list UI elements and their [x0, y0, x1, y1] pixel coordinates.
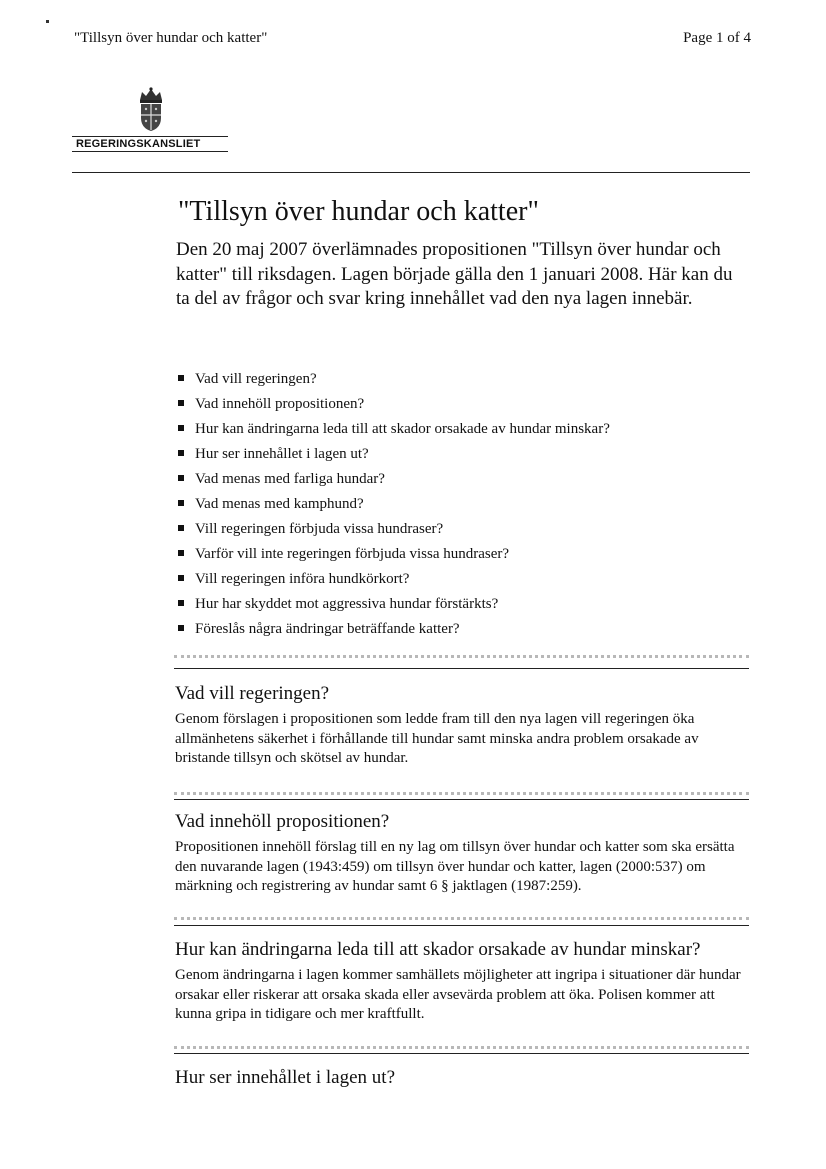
section-body: Genom ändringarna i lagen kommer samhällets möjligheter att ingripa i situationer där hundar orsakar eller riskerar att orsaka skada eller avsevärda problem att öka. Polisen kommer att kunna gripa in tidigare och mer kraftfullt.	[175, 967, 741, 1022]
bullet-square-icon	[178, 375, 184, 381]
swedish-crown-crest-icon	[136, 86, 166, 132]
header-divider	[72, 172, 750, 173]
print-header-page-number: Page 1 of 4	[683, 30, 751, 46]
question-link[interactable]: Vad menas med farliga hundar?	[174, 467, 610, 492]
section-divider	[174, 1053, 749, 1054]
question-link[interactable]: Hur ser innehållet i lagen ut?	[174, 442, 610, 467]
logo-brand-text: REGERINGSKANSLIET	[72, 136, 228, 152]
bullet-square-icon	[178, 575, 184, 581]
bullet-square-icon	[178, 475, 184, 481]
bullet-square-icon	[178, 500, 184, 506]
print-header-title: "Tillsyn över hundar och katter"	[74, 30, 268, 46]
regeringskansliet-logo[interactable]	[72, 86, 232, 156]
question-link[interactable]: Vad menas med kamphund?	[174, 492, 610, 517]
question-link[interactable]: Hur kan ändringarna leda till att skador orsakade av hundar minskar?	[174, 417, 610, 442]
bullet-square-icon	[178, 600, 184, 606]
bullet-square-icon	[178, 400, 184, 406]
page-title: "Tillsyn över hundar och katter"	[178, 196, 539, 227]
question-link[interactable]: Hur har skyddet mot aggressiva hundar förstärkts?	[174, 592, 610, 617]
section-divider	[174, 668, 749, 669]
section-heading: Hur ser innehållet i lagen ut?	[175, 1067, 396, 1088]
section-body: Propositionen innehöll förslag till en ny lag om tillsyn över hundar och katter som ska ersätta den nuvarande lagen (1943:459) om tillsyn över hundar och katter, lagen (2000:537) om märkning och registrering av hundar samt 6 § jaktlagen (1987:259).	[175, 839, 735, 894]
section-divider	[174, 925, 749, 926]
section-heading: Vad vill regeringen?	[175, 683, 330, 704]
question-link[interactable]: Föreslås några ändringar beträffande katter?	[174, 617, 610, 642]
bullet-square-icon	[178, 450, 184, 456]
section-heading: Hur kan ändringarna leda till att skador orsakade av hundar minskar?	[175, 939, 701, 960]
question-link[interactable]: Vill regeringen förbjuda vissa hundraser?	[174, 517, 610, 542]
section-divider	[174, 799, 749, 800]
scan-speck	[46, 20, 49, 23]
question-link[interactable]: Vad innehöll propositionen?	[174, 392, 610, 417]
question-list	[174, 367, 610, 642]
section-body: Genom förslagen i propositionen som ledde fram till den nya lagen vill regeringen öka allmänhetens säkerhet i förhållande till hundar samt minska andra problem orsakade av bristande tillsyn och skötsel av hundar.	[175, 711, 699, 766]
section-divider-faint	[174, 655, 749, 658]
section-divider-faint	[174, 917, 749, 920]
question-link[interactable]: Vad vill regeringen?	[174, 367, 610, 392]
bullet-square-icon	[178, 550, 184, 556]
section-heading: Vad innehöll propositionen?	[175, 811, 390, 832]
section-divider-faint	[174, 792, 749, 795]
intro-paragraph: Den 20 maj 2007 överlämnades propositionen "Tillsyn över hundar och katter" till riksdagen. Lagen började gälla den 1 januari 2008. Här kan du ta del av frågor och svar kring innehållet vad den nya lagen innebär.	[176, 239, 733, 309]
bullet-square-icon	[178, 625, 184, 631]
question-link[interactable]: Vill regeringen införa hundkörkort?	[174, 567, 610, 592]
section-divider-faint	[174, 1046, 749, 1049]
bullet-square-icon	[178, 525, 184, 531]
bullet-square-icon	[178, 425, 184, 431]
question-link[interactable]: Varför vill inte regeringen förbjuda vissa hundraser?	[174, 542, 610, 567]
